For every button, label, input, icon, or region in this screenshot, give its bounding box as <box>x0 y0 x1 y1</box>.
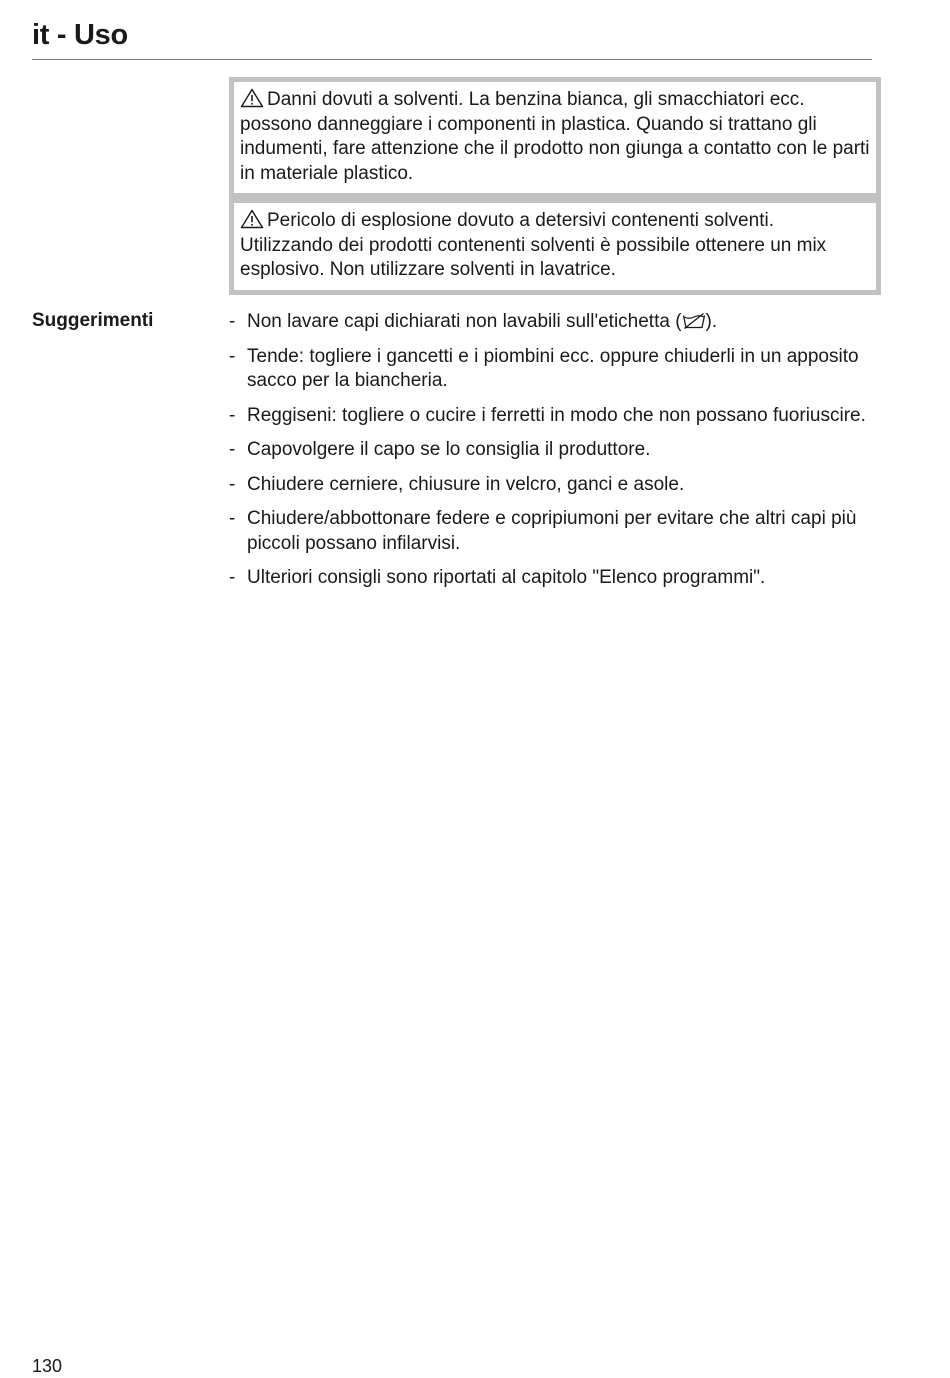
list-item-text: ). <box>705 311 718 332</box>
list-item-text: Non lavare capi dichiarati non lavabili sull'etichetta ( <box>247 311 682 332</box>
section-label-tips: Suggerimenti <box>32 310 154 331</box>
tips-list <box>229 310 879 601</box>
list-item: - Capovolgere il capo se lo consiglia il produttore. <box>229 438 879 463</box>
page-title: it - Uso <box>32 19 128 51</box>
list-item <box>229 310 879 335</box>
list-item: - Chiudere/abbottonare federe e copripiumoni per evitare che altri capi più piccoli possano infilarvisi. <box>229 507 879 556</box>
warning-box-solvents <box>229 77 881 198</box>
do-not-wash-icon <box>682 312 706 328</box>
list-item: - Tende: togliere i gancetti e i piombini ecc. oppure chiuderli in un apposito sacco per la biancheria. <box>229 345 879 394</box>
warning-text: Pericolo di esplosione dovuto a detersivi contenenti solventi. Utilizzando dei prodotti contenenti solventi è possibile ottenere un mix esplosivo. Non utilizzare solventi in lavatrice. <box>240 210 827 280</box>
warning-text: Danni dovuti a solventi. La benzina bianca, gli smacchiatori ecc. possono danneggiare i componenti in plastica. Quando si trattano gli indumenti, fare attenzione che il prodotto non giunga a contatto con le parti in materiale plastico. <box>240 89 870 184</box>
list-item: - Reggiseni: togliere o cucire i ferretti in modo che non possano fuoriuscire. <box>229 404 879 429</box>
warning-box-explosion <box>229 198 881 295</box>
warning-triangle-icon <box>240 209 264 229</box>
page-number: 130 <box>32 1356 63 1376</box>
list-item: - Chiudere cerniere, chiusure in velcro, ganci e asole. <box>229 473 879 498</box>
warning-triangle-icon <box>240 88 264 108</box>
list-item: - Ulteriori consigli sono riportati al capitolo "Elenco programmi". <box>229 566 879 591</box>
title-divider <box>32 59 872 60</box>
